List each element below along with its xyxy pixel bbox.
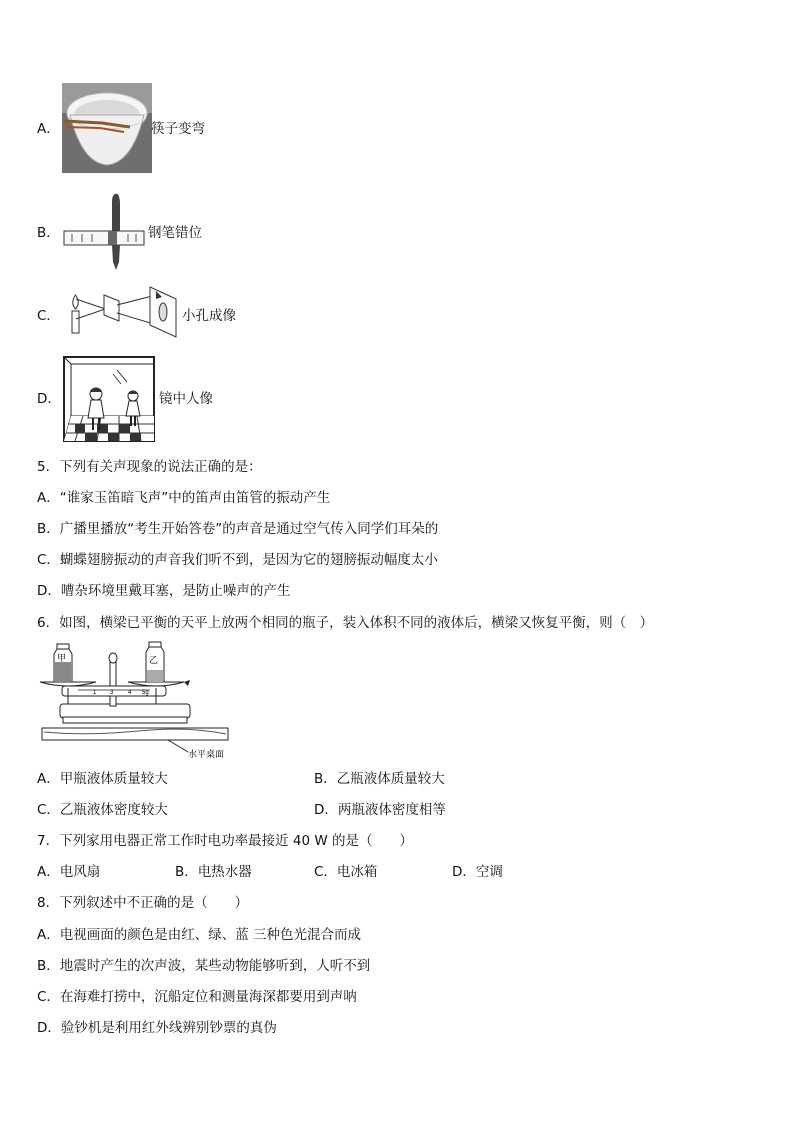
right-bottle-label: 乙	[149, 655, 159, 665]
option-b: B．地震时产生的次声波，某些动物能够听到，人听不到	[37, 958, 371, 974]
option-d: D．嘈杂环境里戴耳塞，是防止噪声的产生	[37, 583, 291, 599]
question-stem: 5．下列有关声现象的说法正确的是：	[37, 459, 262, 475]
chopsticks-bowl-photo	[62, 83, 152, 173]
option-b: B．广播里播放“考生开始答卷”的声音是通过空气传入同学们耳朵的	[37, 521, 439, 537]
option-caption: 钢笔错位	[148, 225, 202, 241]
option-c: C．在海难打捞中，沉船定位和测量海深都要用到声呐	[37, 989, 357, 1005]
option-a: A．电视画面的颜色是由红、绿、蓝 三种色光混合而成	[37, 927, 362, 943]
mirror-girls-figure	[63, 356, 155, 442]
option-c: C．蝴蝶翅膀振动的声音我们听不到，是因为它的翅膀振动幅度太小	[37, 552, 438, 568]
left-bottle-label: 甲	[57, 653, 67, 663]
option-b: B．电热水器	[175, 864, 252, 880]
option-caption: 镜中人像	[159, 391, 213, 407]
table-label: 水平桌面	[188, 749, 225, 759]
option-letter: B．	[37, 225, 60, 241]
pen-behind-glass-figure	[62, 192, 148, 272]
svg-text:4: 4	[128, 690, 132, 696]
svg-text:3: 3	[110, 690, 114, 696]
question-stem: 7．下列家用电器正常工作时电功率最接近 40 W 的是（ ）	[37, 833, 413, 849]
option-letter: A．	[37, 121, 60, 137]
option-a: A．“谁家玉笛暗飞声”中的笛声由笛管的振动产生	[37, 490, 331, 506]
option-b: B．乙瓶液体质量较大	[314, 771, 445, 787]
option-a: A．甲瓶液体质量较大	[37, 771, 168, 787]
question-stem: 8．下列叙述中不正确的是（ ）	[37, 895, 249, 911]
option-c: C．乙瓶液体密度较大	[37, 802, 168, 818]
option-letter: D．	[37, 391, 61, 407]
option-caption: 小孔成像	[182, 308, 236, 324]
option-caption: 筷子变弯	[151, 121, 205, 137]
option-c: C．电冰箱	[314, 864, 378, 880]
question-stem: 6．如图，横梁已平衡的天平上放两个相同的瓶子，装入体积不同的液体后，横梁又恢复平衡，则（ ）	[37, 615, 654, 631]
pinhole-imaging-figure	[64, 285, 180, 341]
option-d: D．两瓶液体密度相等	[314, 802, 446, 818]
option-d: D．验钞机是利用红外线辨别钞票的真伪	[37, 1020, 277, 1036]
svg-text:5g: 5g	[142, 690, 149, 696]
option-a: A．电风扇	[37, 864, 101, 880]
option-letter: C．	[37, 308, 60, 324]
option-d: D．空调	[452, 864, 503, 880]
balance-scale-figure	[38, 640, 248, 760]
svg-text:1: 1	[93, 690, 97, 696]
